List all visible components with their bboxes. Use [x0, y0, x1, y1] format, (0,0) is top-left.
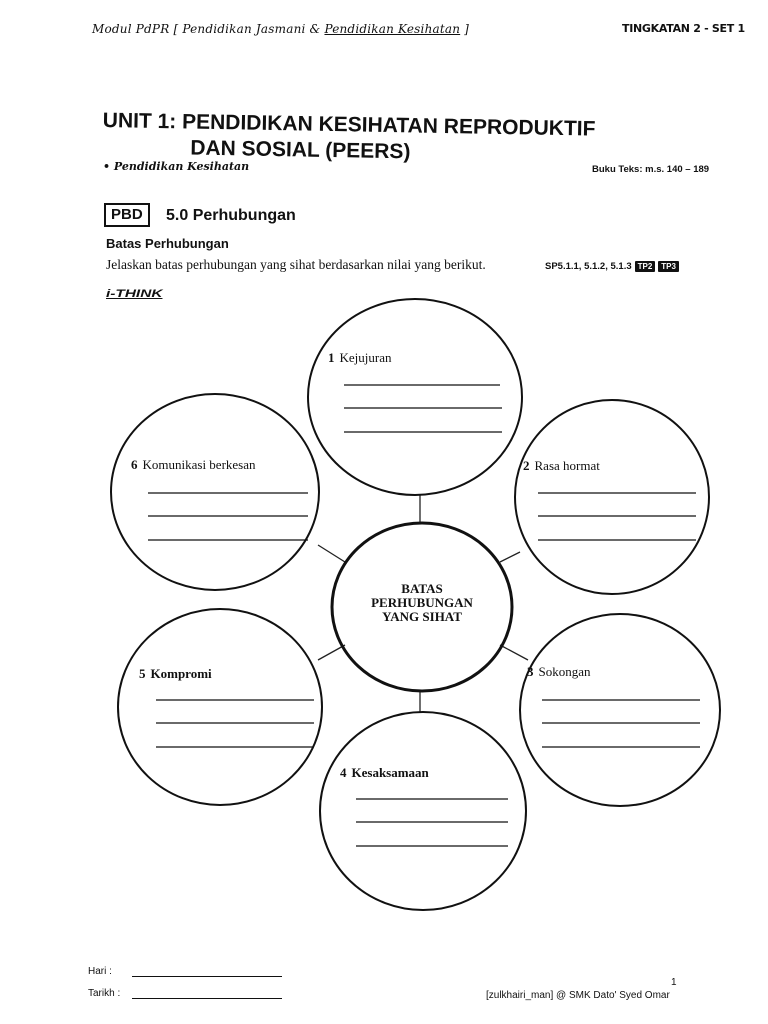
bubble-kejujuran	[308, 299, 522, 495]
bubble-number: 4	[340, 765, 347, 780]
bubble-label-rasa-hormat	[523, 458, 600, 474]
bubble-text: Sokongan	[538, 664, 591, 679]
module-header-subject: Pendidikan Kesihatan	[324, 22, 461, 36]
module-header-text: Modul PdPR [ Pendidikan Jasmani &	[92, 22, 325, 36]
bubble-rasa-hormat	[515, 400, 709, 594]
subject-label: • Pendidikan Kesihatan	[103, 160, 250, 173]
unit-title-line2: DAN SOSIAL (PEERS)	[190, 136, 411, 164]
bubble-number: 5	[139, 666, 146, 681]
center-label-line: PERHUBUNGAN	[371, 595, 473, 610]
tp-badge: TP3	[658, 261, 679, 272]
connector-line	[500, 552, 520, 562]
bubble-label-kesaksamaan	[340, 765, 429, 781]
connector-line	[500, 645, 528, 660]
center-label-line: YANG SIHAT	[382, 609, 462, 624]
bubble-number: 2	[523, 458, 530, 473]
textbook-reference: Buku Teks: m.s. 140 – 189	[592, 164, 710, 175]
bubble-text: Kejujuran	[339, 350, 392, 365]
bubble-number: 6	[131, 457, 138, 472]
module-header-end: ]	[460, 22, 470, 36]
page-number: 1	[671, 977, 677, 988]
credit-text: [zulkhairi_man] @ SMK Dato' Syed Omar	[486, 990, 670, 1001]
bubble-komunikasi	[111, 394, 319, 590]
tarikh-label: Tarikh :	[88, 988, 121, 999]
bubble-text: Kompromi	[150, 666, 212, 681]
bubble-label-kompromi	[139, 666, 212, 682]
bubble-text: Rasa hormat	[534, 458, 600, 473]
tp-badge: TP2	[635, 261, 656, 272]
connector-line	[318, 545, 345, 562]
bubble-number: 1	[328, 350, 335, 365]
pbd-badge: PBD	[104, 203, 150, 227]
hari-label: Hari :	[88, 966, 112, 977]
bubble-text: Komunikasi berkesan	[142, 457, 256, 472]
connector-line	[318, 645, 345, 660]
hari-field[interactable]	[132, 976, 282, 977]
tarikh-field[interactable]	[132, 998, 282, 999]
bubble-sokongan	[520, 614, 720, 806]
center-label-line: BATAS	[401, 581, 443, 596]
bubble-text: Kesaksamaan	[351, 765, 429, 780]
instruction-text: Jelaskan batas perhubungan yang sihat berdasarkan nilai yang berikut.	[106, 257, 486, 272]
standard-codes-text: SP5.1.1, 5.1.2, 5.1.3	[545, 261, 632, 272]
bubble-label-komunikasi	[131, 457, 256, 473]
center-label	[332, 582, 512, 624]
bubble-label-sokongan	[527, 664, 591, 680]
section-title: 5.0 Perhubungan	[166, 207, 296, 224]
unit-title-line1: UNIT 1: PENDIDIKAN KESIHATAN REPRODUKTIF	[102, 108, 596, 141]
bubble-label-kejujuran	[328, 350, 391, 366]
ithink-label: i-THINK	[106, 288, 163, 300]
bubble-kesaksamaan	[320, 712, 526, 910]
form-level-header: TINGKATAN 2 - SET 1	[622, 22, 745, 35]
bubble-number: 3	[527, 664, 534, 679]
bubble-kompromi	[118, 609, 322, 805]
sub-heading: Batas Perhubungan	[106, 236, 229, 251]
